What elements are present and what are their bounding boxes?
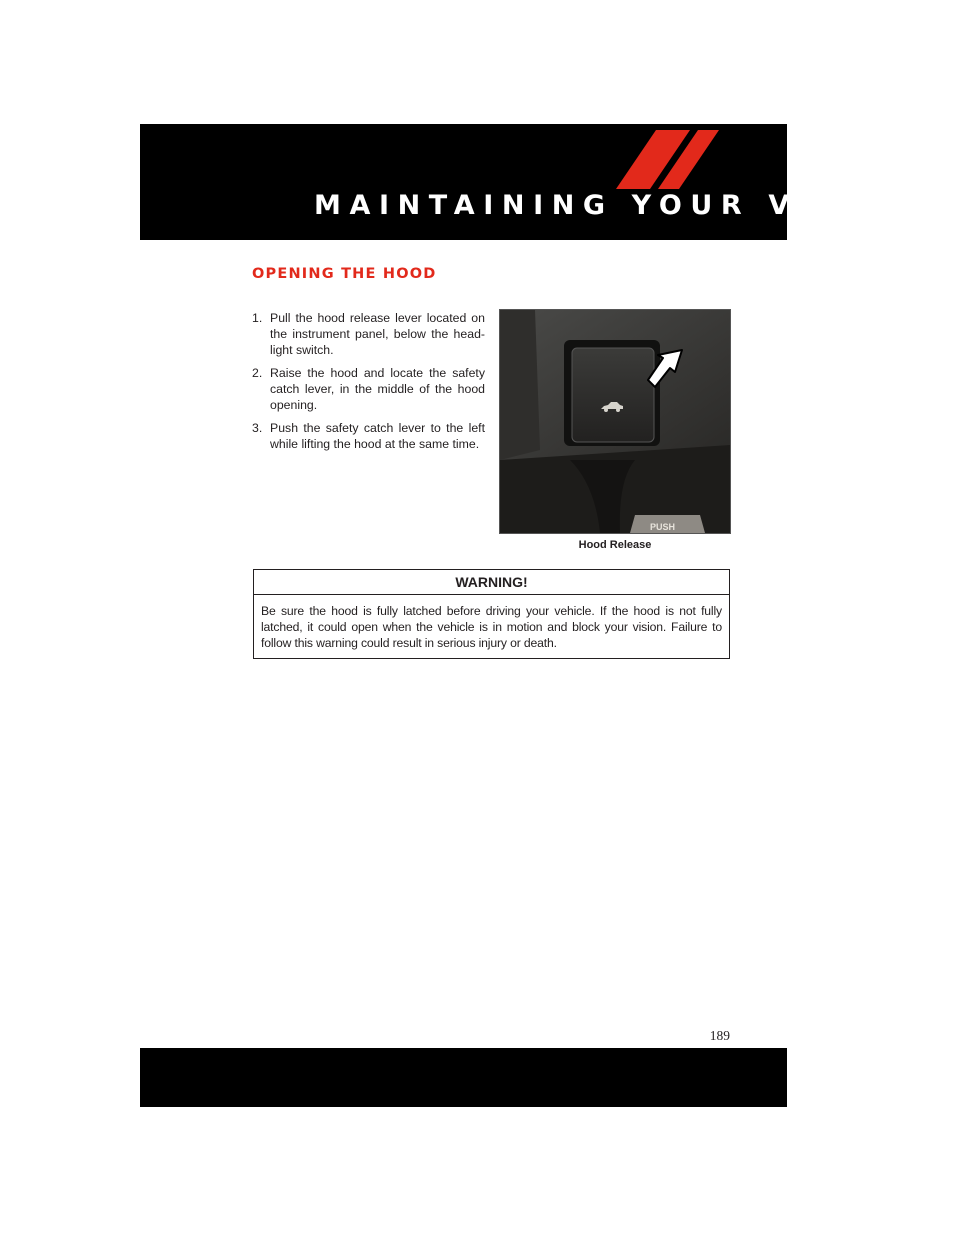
warning-text: Be sure the hood is fully latched before driving your vehicle. If the hood is not fully latched, it could open when the vehicle is in motion and block your vision. Failure to follow this warning could result in serious injury or death.: [261, 604, 722, 650]
hood-release-car-icon: [600, 401, 624, 413]
chapter-header-bar: [140, 124, 956, 240]
instruction-steps: [252, 310, 485, 459]
warning-title: WARNING!: [254, 570, 729, 595]
step-text: Raise the hood and locate the safety catch lever, in the middle of the hood opening.: [270, 366, 485, 412]
pedal-label: PUSH: [650, 522, 676, 532]
step-number: 3.: [252, 421, 263, 435]
step-text: Pull the hood release lever located on the instrument panel, below the head-light switch.: [270, 311, 485, 357]
footer-bar: [140, 1048, 787, 1107]
section-heading: OPENING THE HOOD: [252, 266, 437, 282]
hood-release-photo: [499, 309, 731, 534]
step-text: Push the safety catch lever to the left while lifting the hood at the same time.: [270, 421, 485, 451]
step-number: 1.: [252, 311, 263, 325]
step-number: 2.: [252, 366, 263, 380]
list-item: [252, 365, 485, 413]
list-item: [252, 310, 485, 358]
page-number: 189: [709, 1028, 730, 1043]
warning-box: [253, 569, 730, 659]
brand-stripes-logo: [610, 124, 740, 190]
chapter-title: MAINTAINING YOUR VEHICLE: [314, 190, 956, 221]
figure-caption: Hood Release: [578, 539, 652, 551]
list-item: [252, 420, 485, 452]
